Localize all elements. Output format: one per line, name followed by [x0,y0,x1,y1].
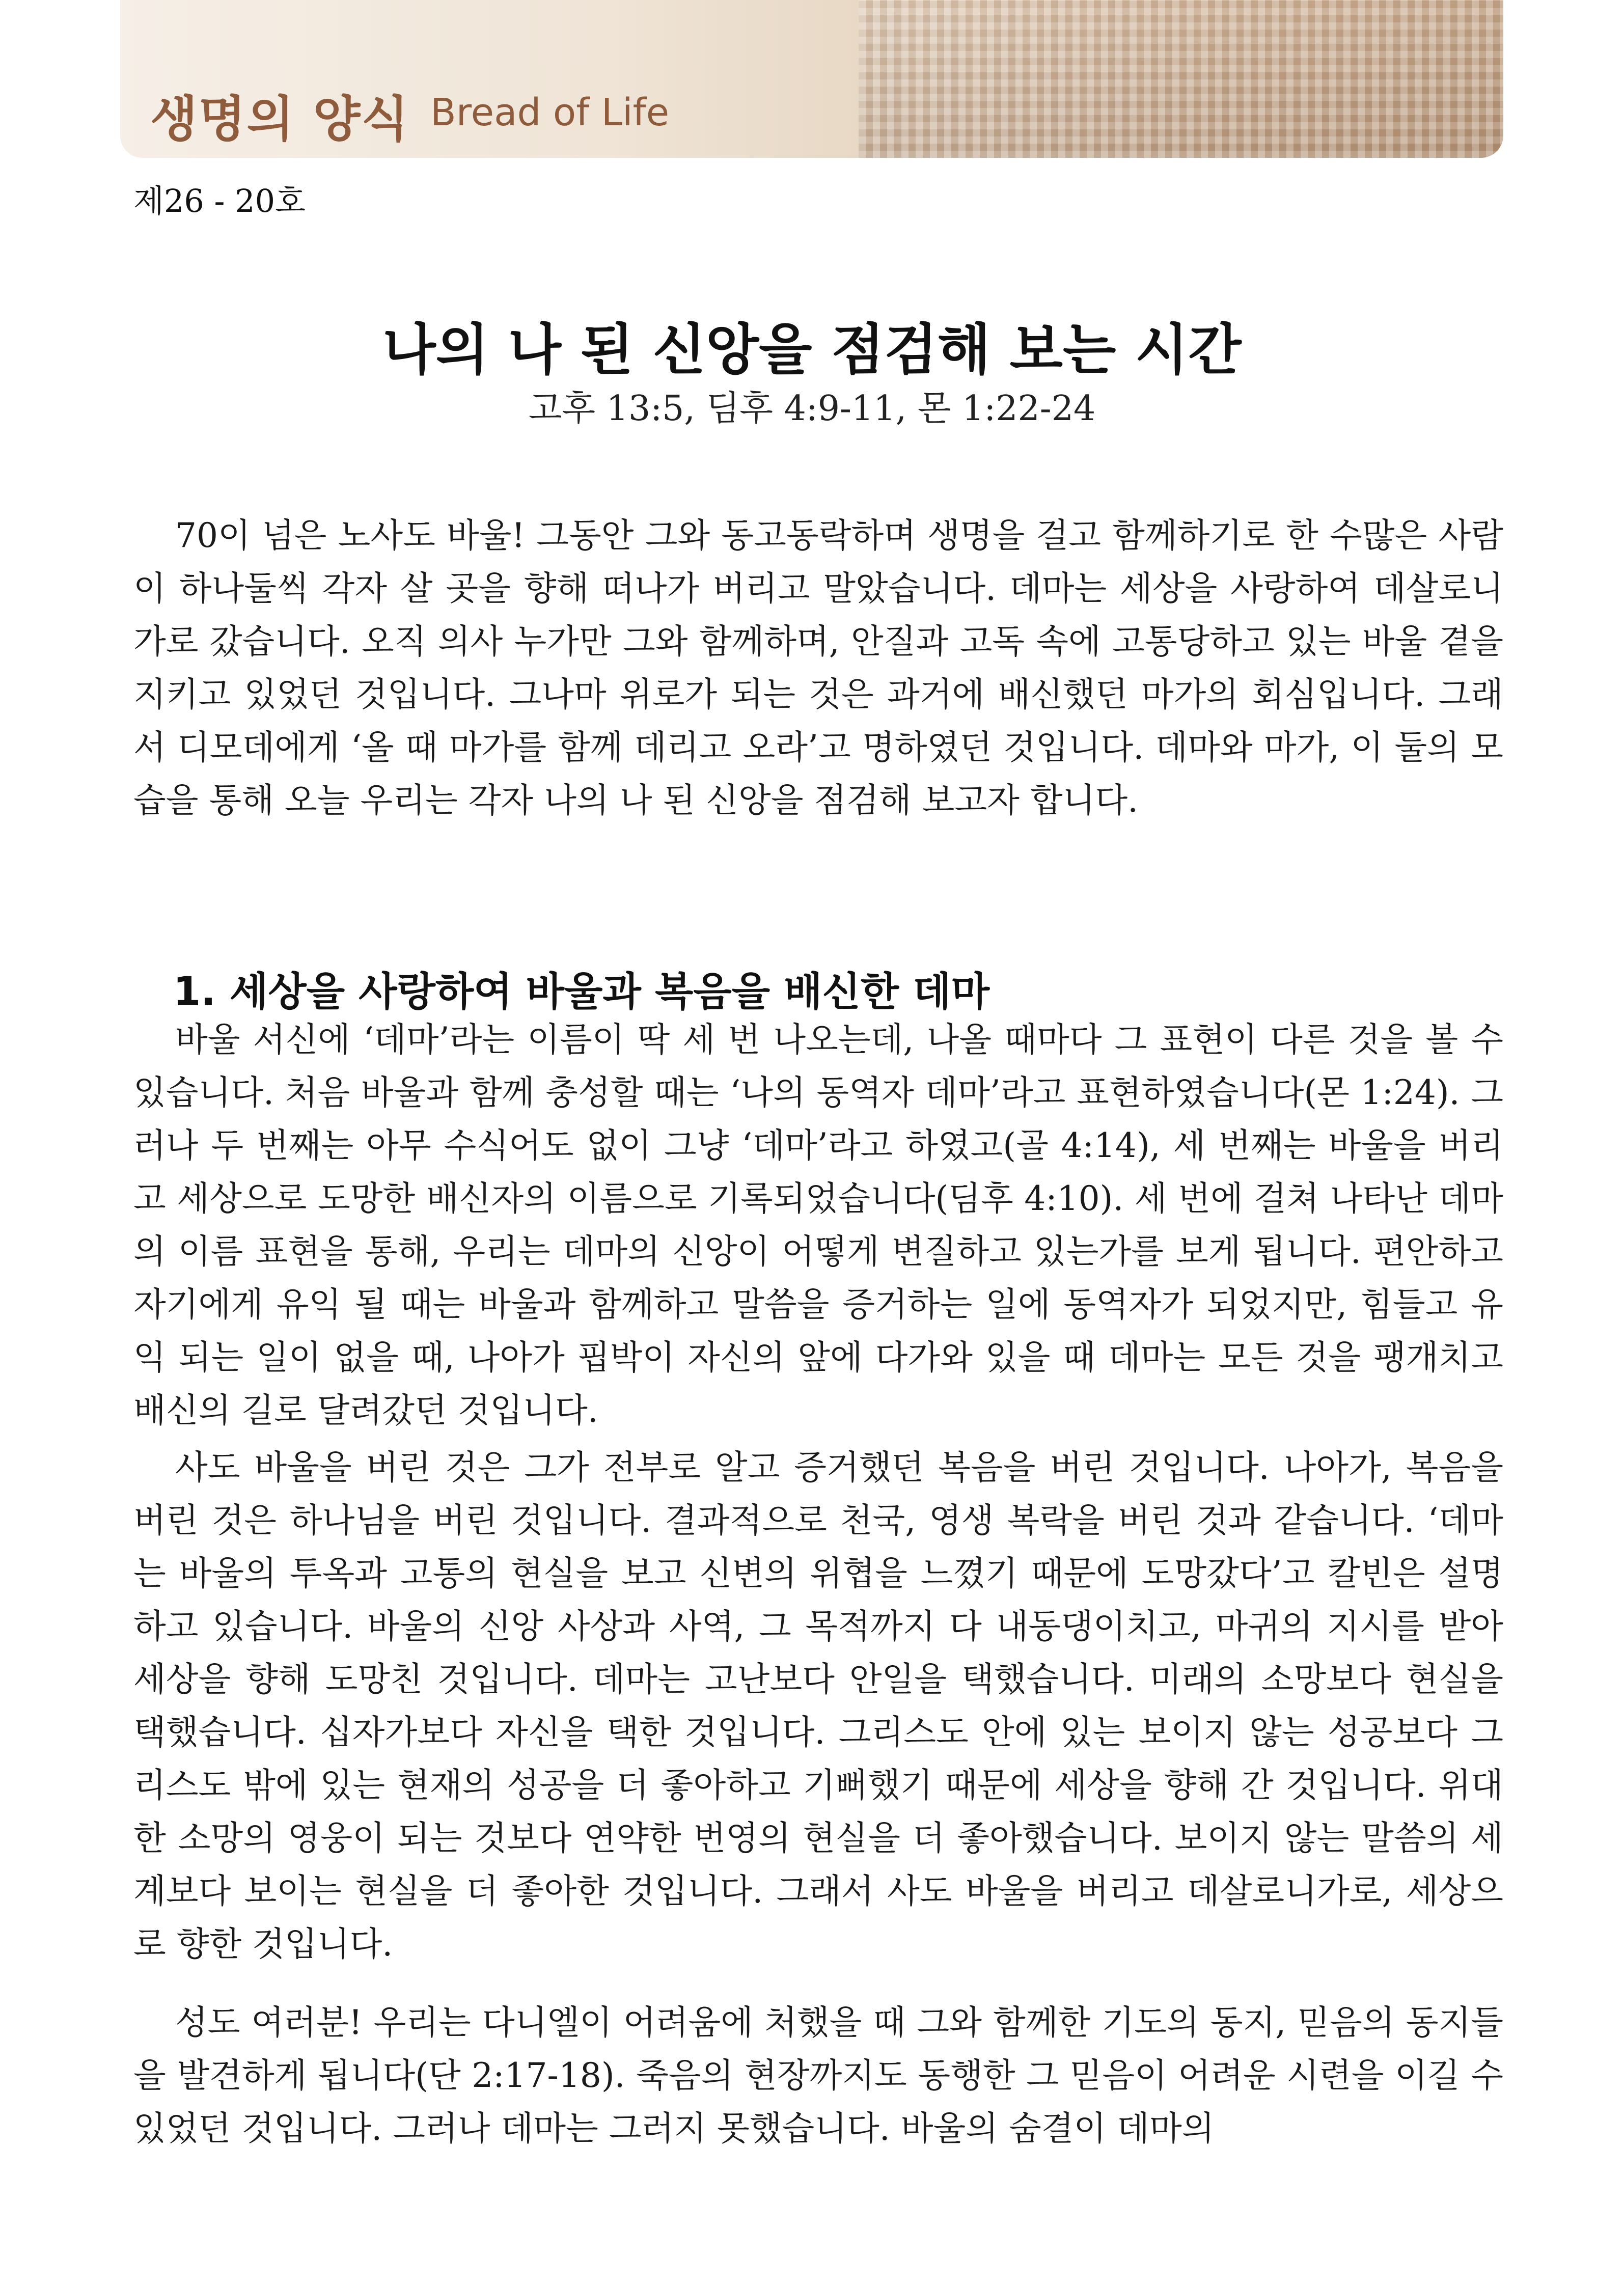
header-decorative-image [859,0,1503,158]
publication-title: 생명의 양식 [150,91,410,148]
body-paragraph [133,1441,1503,1971]
paragraph-text: 사도 바울을 버린 것은 그가 전부로 알고 증거했던 복음을 버린 것입니다. 나아가, 복음을 버린 것은 하나님을 버린 것입니다. 결과적으로 천국, 영생 복락을 버린 것과 같습니다. ‘데마는 바울의 투옥과 고통의 현실을 보고 신변의 위협을 느꼈기 때문에 도망갔다’고 칼빈은 설명하고 있습니다. 바울의 신앙 사상과 사역, 그 목적까지 다 내동댕이치고, 마귀의 지시를 받아 세상을 향해 도망친 것입니다. 데마는 고난보다 안일을 택했습니다. 미래의 소망보다 현실을 택했습니다. 십자가보다 자신을 택한 것입니다. 그리스도 안에 있는 보이지 않는 성공보다 그리스도 밖에 있는 현재의 성공을 더 좋아하고 기뻐했기 때문에 세상을 향해 간 것입니다. 위대한 소망의 영웅이 되는 것보다 연약한 번영의 현실을 더 좋아했습니다. 보이지 않는 말씀의 세계보다 보이는 현실을 더 좋아한 것입니다. 그래서 사도 바울을 버리고 데살로니가로, 세상으로 향한 것입니다. [133,1448,1503,1964]
paragraph-text: 성도 여러분! 우리는 다니엘이 어려움에 처했을 때 그와 함께한 기도의 동지, 믿음의 동지들을 발견하게 됩니다(단 2:17-18). 죽음의 현장까지도 동행한 그 믿음이 어려운 시련을 이길 수 있었던 것입니다. 그러나 데마는 그러지 못했습니다. 바울의 숨결이 데마의 [133,2003,1503,2148]
scripture-references: 고후 13:5, 딤후 4:9-11, 몬 1:22-24 [528,389,1096,429]
paragraph-text: 바울 서신에 ‘데마’라는 이름이 딱 세 번 나오는데, 나올 때마다 그 표현이 다른 것을 볼 수 있습니다. 처음 바울과 함께 충성할 때는 ‘나의 동역자 데마’라고 표현하였습니다(몬 1:24). 그러나 두 번째는 아무 수식어도 없이 그냥 ‘데마’라고 하였고(골 4:14), 세 번째는 바울을 버리고 세상으로 도망한 배신자의 이름으로 기록되었습니다(딤후 4:10). 세 번에 걸쳐 나타난 데마의 이름 표현을 통해, 우리는 데마의 신앙이 어떻게 변질하고 있는가를 보게 됩니다. 편안하고 자기에게 유익 될 때는 바울과 함께하고 말씀을 증거하는 일에 동역자가 되었지만, 힘들고 유익 되는 일이 없을 때, 나아가 핍박이 자신의 앞에 다가와 있을 때 데마는 모든 것을 팽개치고 배신의 길로 달려갔던 것입니다. [133,1020,1503,1430]
sermon-title: 나의 나 된 신앙을 점검해 보는 시간 [382,318,1242,382]
intro-paragraph [133,509,1503,827]
body-paragraph [133,1013,1503,1437]
body-paragraph [133,1996,1503,2155]
publication-subtitle: Bread of Life [430,91,670,134]
issue-number: 제26 - 20호 [133,182,306,219]
section-heading: 1. 세상을 사랑하여 바울과 복음을 배신한 데마 [173,969,990,1015]
intro-text: 70이 넘은 노사도 바울! 그동안 그와 동고동락하며 생명을 걸고 함께하기로 한 수많은 사람이 하나둘씩 각자 살 곳을 향해 떠나가 버리고 말았습니다. 데마는 세상을 사랑하여 데살로니가로 갔습니다. 오직 의사 누가만 그와 함께하며, 안질과 고독 속에 고통당하고 있는 바울 곁을 지키고 있었던 것입니다. 그나마 위로가 되는 것은 과거에 배신했던 마가의 회심입니다. 그래서 디모데에게 ‘올 때 마가를 함께 데리고 오라’고 명하였던 것입니다. 데마와 마가, 이 둘의 모습을 통해 오늘 우리는 각자 나의 나 된 신앙을 점검해 보고자 합니다. [133,516,1503,820]
